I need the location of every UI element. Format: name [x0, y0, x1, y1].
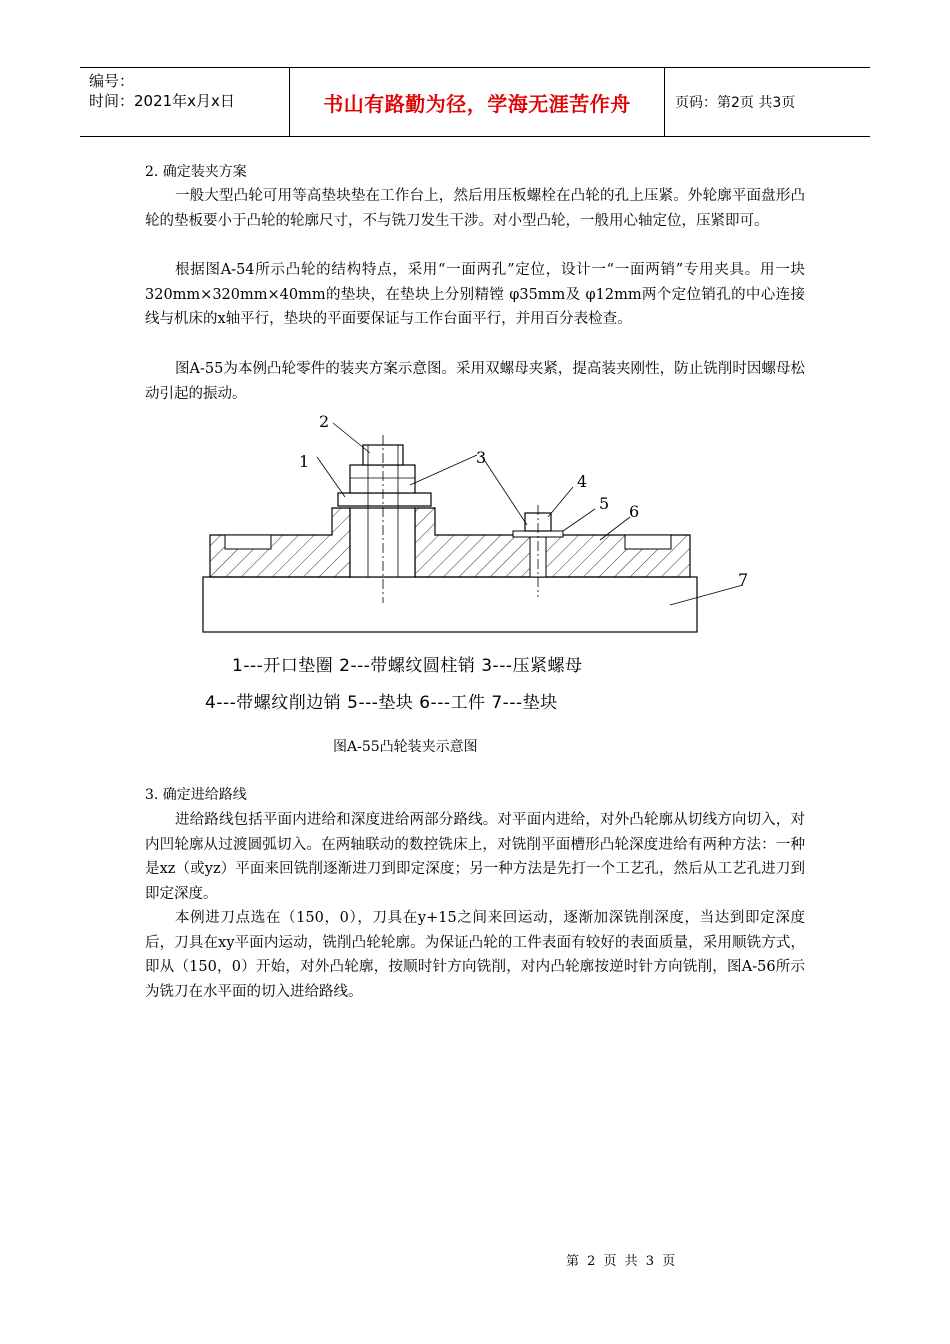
- serial-label: 编号：: [89, 72, 135, 90]
- section2-title: 2. 确定装夹方案: [145, 164, 247, 180]
- figure-legend-line-2: 4---带螺纹削边销 5---垫块 6---工件 7---垫块: [205, 693, 558, 713]
- callout-5: 5: [599, 494, 610, 513]
- callout-1: 1: [299, 452, 310, 471]
- split-washer: [338, 493, 431, 506]
- figure-caption: 图A-55凸轮装夹示意图: [333, 739, 478, 755]
- figure-legend-line-1: 1---开口垫圈 2---带螺纹圆柱销 3---压紧螺母: [232, 656, 583, 676]
- fixture-drawing: [195, 405, 755, 735]
- callout-4: 4: [577, 472, 588, 491]
- header-meta: [80, 68, 290, 136]
- section2-paragraph-3: 图A-55为本例凸轮零件的装夹方案示意图。采用双螺母夹紧，提高装夹刚性，防止铣削时因螺母松动引起的振动。: [145, 361, 805, 402]
- section3-paragraph-2: 本例进刀点选在（150，0），刀具在y+15之间来回运动，逐渐加深铣削深度，当达到即定深度后，刀具在xy平面内运动，铣削凸轮轮廓。为保证凸轮的工件表面有较好的表面质量，采用顺铣方式，即从（150，0）开始，对外凸轮廓，按顺时针方向铣削，对内凸轮廓按逆时针方向铣削，图A-56所示为铣刀在水平面的切入进给路线。: [145, 910, 805, 1000]
- callout-2: 2: [319, 412, 330, 431]
- section2-paragraph-2: 根据图A-54所示凸轮的结构特点，采用“一面两孔”定位，设计一“一面两销”专用夹具。用一块320mm×320mm×40mm的垫块，在垫块上分别精镗 φ35mm及 φ12mm两个定位销孔的中心连接线与机床的x轴平行，垫块的平面要保证与工作台面平行，并用百分表检查。: [145, 262, 805, 327]
- callout-3: 3: [476, 448, 487, 467]
- callout-7: 7: [738, 570, 749, 589]
- section2-paragraph-1: 一般大型凸轮可用等高垫块垫在工作台上，然后用压板螺栓在凸轮的孔上压紧。外轮廓平面盘形凸轮的垫板要小于凸轮的轮廓尺寸，不与铣刀发生干涉。对小型凸轮，一般用心轴定位，压紧即可。: [145, 188, 805, 229]
- clamp-nut: [350, 465, 415, 493]
- section3-paragraph-1: 进给路线包括平面内进给和深度进给两部分路线。对平面内进给，对外凸轮廓从切线方向切入，对内凹轮廓从过渡圆弧切入。在两轴联动的数控铣床上，对铣削平面槽形凸轮深度进给有两种方法：一种是xz（或yz）平面来回铣削逐渐进刀到即定深度；另一种方法是先打一个工艺孔，然后从工艺孔进刀到即定深度。: [145, 812, 805, 902]
- header-page-info: 页码：第2页 共3页: [675, 95, 796, 111]
- page-header: [80, 67, 870, 137]
- callout-6: 6: [629, 502, 640, 521]
- date-line: 时间：2021年x月x日: [89, 92, 235, 110]
- fixture-diagram: [195, 405, 755, 735]
- page-footer: 第 2 页 共 3 页: [566, 1254, 676, 1269]
- header-motto: 书山有路勤为径，学海无涯苦作舟: [290, 68, 665, 136]
- section3-title: 3. 确定进给路线: [145, 787, 247, 803]
- base-block: [203, 577, 697, 632]
